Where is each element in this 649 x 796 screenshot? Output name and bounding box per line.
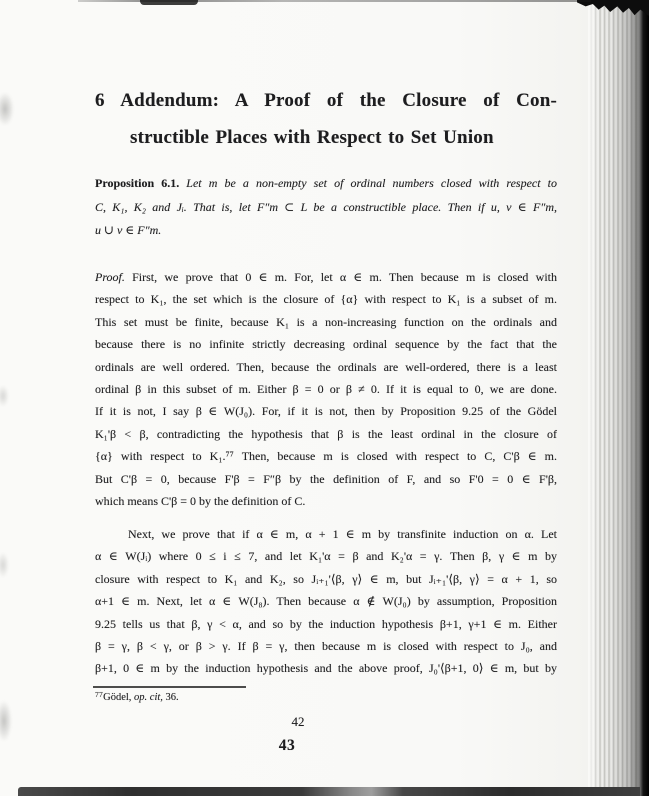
section-heading bbox=[95, 82, 557, 156]
page-number-printed: 42 bbox=[291, 714, 305, 729]
proof-line: If it is not, I say β ∈ W(J₀). For, if it is not, then by Proposition 9.25 of the Gödel bbox=[95, 404, 557, 419]
proof-line: K₁'β < β, contradicting the hypothesis that β is the least ordinal in the closure of bbox=[95, 426, 557, 441]
proof-line: Next, we prove that if α ∈ m, α + 1 ∈ m by transfinite induction on α. Let bbox=[128, 527, 557, 541]
footnote-marker: 77 bbox=[95, 689, 104, 699]
section-heading-line-1 bbox=[95, 82, 557, 119]
margin-smudge bbox=[0, 92, 14, 126]
footnote-page-ref: 36. bbox=[162, 692, 179, 703]
margin-smudge bbox=[0, 700, 12, 742]
margin-smudge bbox=[0, 552, 9, 578]
proof-line: α ∈ W(Jᵢ) where 0 ≤ i ≤ 7, and let K₁'α = β and K₂'α = γ. Then β, γ ∈ m by bbox=[95, 549, 557, 564]
section-heading-line-2: structible Places with Respect to Set Union bbox=[130, 127, 494, 148]
proof-text-start: First, we prove that 0 ∈ m. For, let α ∈ m. Then because m is closed with bbox=[132, 270, 557, 284]
margin-smudge bbox=[0, 385, 9, 407]
proof-label: Proof. bbox=[95, 270, 125, 284]
proof-line: which means C'β = 0 by the definition of C. bbox=[95, 494, 306, 509]
proof-line: closure with respect to K₁ and K₂, so Jᵢ₊₁'⟨β, γ⟩ ∈ m, but Jᵢ₊₁'⟨β, γ⟩ = α + 1, so bbox=[95, 571, 557, 586]
scan-bottom-shadow-band bbox=[18, 787, 649, 796]
proposition-line: C, K₁, K₂ and Jᵢ. That is, let F″m ⊂ L be a constructible place. Then if u, v ∈ F″m, bbox=[95, 199, 557, 214]
proof-line: because there is no infinite strictly decreasing ordinal sequence by the fact that the bbox=[95, 337, 557, 352]
footnote-author: Gödel, bbox=[103, 692, 135, 703]
proposition-statement-start: Let m be a non-empty set of ordinal numbers closed with respect to bbox=[186, 176, 558, 190]
proof-line: ordinals are well ordered. Then, because the ordinals are well-ordered, there is a least bbox=[95, 359, 557, 374]
proof-line: α+1 ∈ m. Next, let α ∈ W(J₈). Then because α ∉ W(J₀) by assumption, Proposition bbox=[95, 594, 557, 609]
proof-line: 9.25 tells us that β, γ < α, and so by the induction hypothesis β+1, γ+1 ∈ m. Either bbox=[95, 616, 557, 631]
proof-line bbox=[95, 266, 557, 288]
proposition-block bbox=[95, 172, 557, 243]
proof-paragraph-1 bbox=[95, 266, 557, 512]
proof-line: {α} with respect to K₁.⁷⁷ Then, because m is closed with respect to C, C'β ∈ m. bbox=[95, 449, 557, 464]
proof-line: respect to K₁, the set which is the closure of {α} with respect to K₁ is a subset of m. bbox=[95, 292, 557, 307]
proof-line: But C'β = 0, because F'β = F″β by the definition of F, and so F'0 = 0 ∈ F'β, bbox=[95, 471, 557, 486]
proof-line: ordinal β in this subset of m. Either β = 0 or β ≠ 0. If it is equal to 0, we are done. bbox=[95, 382, 557, 397]
section-title-start: Addendum: A Proof of the Closure of Con- bbox=[120, 90, 557, 111]
proof-paragraph-2 bbox=[95, 523, 557, 680]
proposition-line: u ∪ v ∈ F″m. bbox=[95, 223, 162, 237]
proof-line: β+1, 0 ∈ m by the induction hypothesis and the above proof, J₀'⟨β+1, 0⟩ ∈ m, but by bbox=[95, 661, 557, 676]
proposition-label: Proposition 6.1. bbox=[95, 176, 180, 190]
book-page-stack-edge bbox=[588, 0, 640, 796]
footnote bbox=[95, 691, 425, 705]
footnote-citation: op. cit, bbox=[134, 692, 163, 703]
section-number: 6 bbox=[95, 90, 105, 111]
proposition-line bbox=[95, 172, 557, 196]
proof-line: This set must be finite, because K₁ is a non-increasing function on the ordinals and bbox=[95, 314, 557, 329]
scan-top-edge-blob bbox=[140, 0, 198, 5]
footnote-rule bbox=[93, 686, 246, 688]
book-cover-edge bbox=[640, 0, 649, 796]
proof-line: β = γ, β < γ, or β > γ. If β = γ, then because m is closed with respect to J₀, and bbox=[95, 639, 557, 654]
page-number-stamped: 43 bbox=[278, 737, 296, 754]
